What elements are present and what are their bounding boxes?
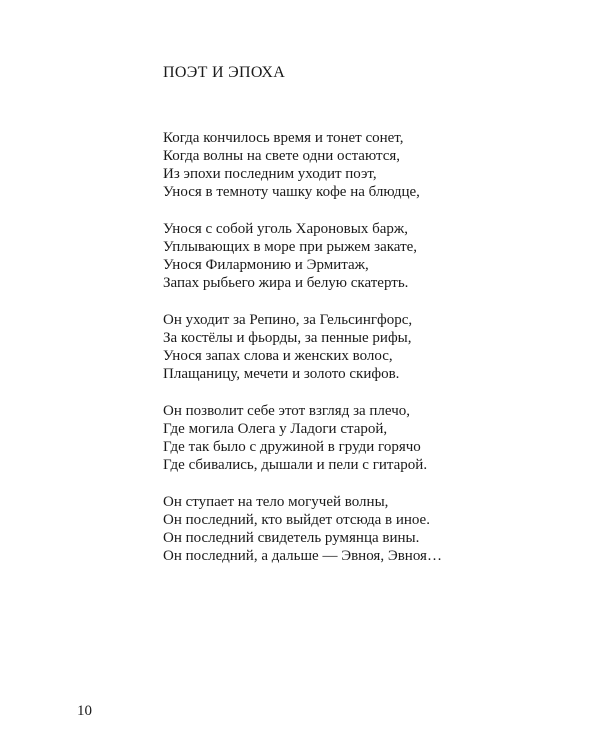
poem-line: Когда кончилось время и тонет сонет, <box>163 130 404 146</box>
stanza-1 <box>163 129 563 201</box>
stanza-3 <box>163 311 563 383</box>
poem-line: Из эпохи последним уходит поэт, <box>163 166 377 182</box>
stanza-4 <box>163 402 563 474</box>
stanza-5 <box>163 493 563 565</box>
poem-line: Где могила Олега у Ладоги старой, <box>163 421 388 437</box>
poem-line: Он последний свидетель румянца вины. <box>163 530 420 546</box>
poem-line: Он позволит себе этот взгляд за плечо, <box>163 403 410 419</box>
poem-line: Где сбивались, дышали и пели с гитарой. <box>163 457 428 473</box>
poem-line: За костёлы и фьорды, за пенные рифы, <box>163 330 412 346</box>
poem-title: ПОЭТ И ЭПОХА <box>163 64 286 81</box>
poem-line: Унося запах слова и женских волос, <box>163 348 393 364</box>
poem-line: Унося Филармонию и Эрмитаж, <box>163 257 369 273</box>
poem-line: Где так было с дружиной в груди горячо <box>163 439 421 455</box>
poem-line: Плащаницу, мечети и золото скифов. <box>163 366 400 382</box>
poem-line: Уплывающих в море при рыжем закате, <box>163 239 418 255</box>
poem-line: Он ступает на тело могучей волны, <box>163 494 389 510</box>
poem-line: Запах рыбьего жира и белую скатерть. <box>163 275 409 291</box>
page-number: 10 <box>77 703 92 719</box>
poem-line: Унося с собой уголь Хароновых барж, <box>163 221 408 237</box>
poem-body <box>163 129 563 584</box>
stanza-2 <box>163 220 563 292</box>
poem-line: Унося в темноту чашку кофе на блюдце, <box>163 184 420 200</box>
poem-line: Он последний, а дальше — Эвноя, Эвноя… <box>163 548 442 564</box>
poem-line: Он последний, кто выйдет отсюда в иное. <box>163 512 430 528</box>
poem-line: Когда волны на свете одни остаются, <box>163 148 401 164</box>
poem-line: Он уходит за Репино, за Гельсингфорс, <box>163 312 413 328</box>
